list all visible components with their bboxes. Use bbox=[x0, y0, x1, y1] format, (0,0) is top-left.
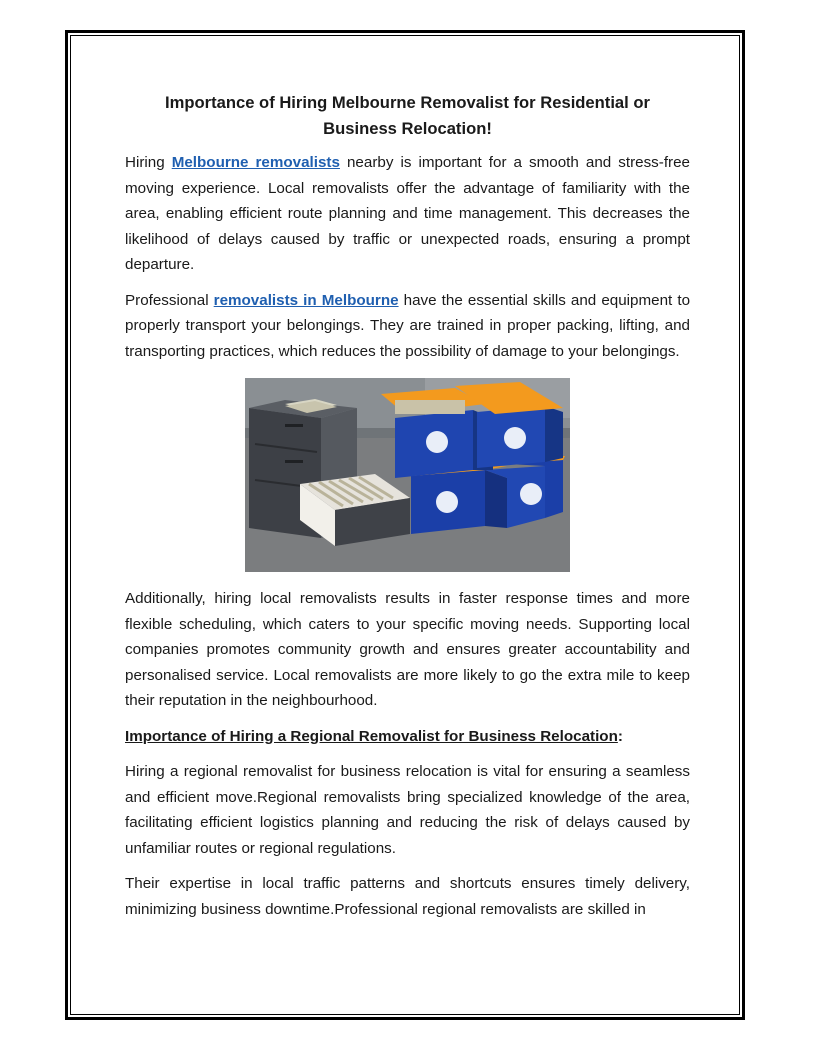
paragraph-5: Their expertise in local traffic patterns and shortcuts ensures timely delivery, minimizing business downtime.Professional regional removalists are skilled in bbox=[125, 875, 690, 918]
paragraph-2 bbox=[125, 288, 690, 365]
paragraph-2-rest: have the essential skills and equipment to properly transport your belongings. They are trained in proper packing, lifting, and transporting practices, which reduces the possibility of damage to your belongings. bbox=[125, 291, 691, 360]
paragraph-1-rest: nearby is important for a smooth and stress-free moving experience. Local removalists offer the advantage of familiarity with the area, enabling efficient route planning and time management. This decreases the likelihood of delays caused by traffic or unexpected roads, ensuring a prompt departure. bbox=[125, 154, 690, 273]
removalists-in-melbourne-link[interactable]: removalists in Melbourne bbox=[213, 291, 399, 309]
melbourne-removalists-link[interactable]: Melbourne removalists bbox=[171, 154, 340, 171]
paragraph-1-lead: Hiring bbox=[125, 154, 172, 171]
section-heading bbox=[125, 724, 690, 750]
moving-crates-photo bbox=[245, 378, 570, 572]
document-body bbox=[125, 90, 690, 932]
paragraph-2-lead: Professional bbox=[125, 291, 214, 309]
paragraph-3: Additionally, hiring local removalists results in faster response times and more flexible scheduling, which caters to your specific moving needs. Supporting local companies promotes community growth and ensures greater accountability and personalised service. Local removalists are more likely to go the extra mile to keep their reputation in the neighbourhood. bbox=[125, 590, 690, 709]
section-heading-text: Importance of Hiring a Regional Removalist for Business Relocation bbox=[125, 727, 618, 745]
section-heading-colon: : bbox=[617, 727, 623, 745]
paragraph-1 bbox=[125, 150, 690, 278]
paragraph-4: Hiring a regional removalist for business relocation is vital for ensuring a seamless and efficient move.Regional removalists bring specialized knowledge of the area, facilitating efficient logistics planning and reducing the risk of delays caused by unfamiliar routes or regional regulations. bbox=[125, 763, 690, 857]
document-title: Importance of Hiring Melbourne Removalist for Residential or Business Relocation! bbox=[165, 93, 650, 138]
